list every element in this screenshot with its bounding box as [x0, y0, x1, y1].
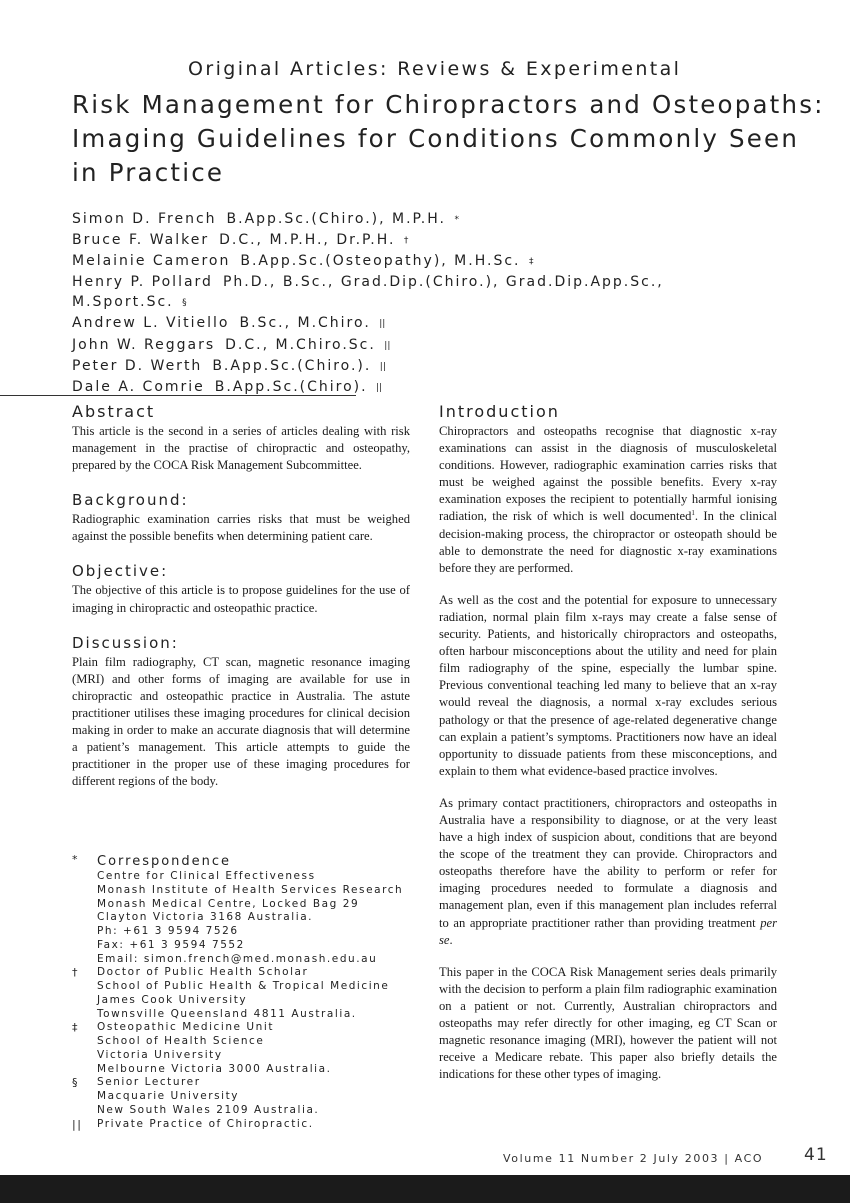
introduction-heading: Introduction: [439, 402, 560, 421]
affiliation-mark: ‡: [528, 257, 534, 268]
note-symbol: ||: [72, 1117, 83, 1131]
author: [72, 272, 772, 292]
title-line: Imaging Guidelines for Conditions Commonly Seen: [72, 124, 800, 153]
note-symbol: *: [72, 853, 80, 866]
note-line: Macquarie University: [97, 1090, 240, 1102]
affiliation-mark: *: [454, 215, 459, 225]
discussion-text: Plain film radiography, CT scan, magnetic resonance imaging (MRI) and other forms of imaging are available for use in chiropractic and osteopathic practice in Australia. The astute practitioner utilises these imaging procedures for clinical decision making in order to make an accurate diagnosis that will determine a patient’s management. This article attempts to guide the practitioner in the proper use of these imaging procedures for different regions of the body.: [72, 654, 410, 789]
note-line: Centre for Clinical Effectiveness: [97, 870, 316, 882]
affiliation-mark: §: [182, 298, 187, 309]
objective-text: The objective of this article is to propose guidelines for the use of imaging in chiropractic and osteopathic practice.: [72, 583, 410, 615]
intro-paragraph: As well as the cost and the potential for exposure to unnecessary radiation, normal plain film x-rays may create a false sense of security. Patients, and historically chiropractors and osteopaths, often harbour misconceptions about the utility and need for plain film radiography of the spine, especially the lumbar spine. Previous conventional teaching led many to believe that an x-ray would reveal the diagnosis, a normal x-ray excludes serious pathology or that the presence of age-related degenerative change can explain a patient’s symptoms. Practitioners now have an ideal opportunity to dissuade patients from these misconceptions, and explain to them what evidence-based practice involves.: [439, 592, 777, 778]
note-line: School of Health Science: [97, 1035, 265, 1047]
title-line: in Practice: [72, 158, 225, 187]
affiliation-mark: ||: [384, 340, 391, 351]
affiliation-mark: ||: [376, 382, 383, 393]
spacer: [439, 780, 777, 795]
affiliation-note: [72, 1076, 432, 1117]
intro-text: .: [449, 932, 453, 947]
author-credentials: D.C., M.Chiro.Sc.: [225, 336, 376, 353]
note-line: Victoria University: [97, 1048, 223, 1061]
email-line[interactable]: Email: simon.french@med.monash.edu.au: [97, 952, 378, 965]
author-credentials: M.Sport.Sc.: [72, 294, 174, 311]
intro-text: Chiropractors and osteopaths recognise that diagnostic x-ray examinations can assist in the diagnosis of musculoskeletal conditions. However, radiographic examination carries risks that must be weighed against the possible benefits. Every x-ray examination exposes the recipient to potentially harmful ionising radiation, the risk of which is well documented: [439, 424, 777, 524]
objective-heading: Objective:: [72, 562, 169, 581]
author: [72, 209, 772, 230]
spacer: [439, 577, 777, 592]
note-line: Townsville Queensland 4811 Australia.: [97, 1007, 357, 1020]
spacer: [72, 474, 410, 491]
author-name: Dale A. Comrie: [72, 378, 205, 395]
author: [72, 251, 772, 272]
note-line: James Cook University: [97, 993, 248, 1006]
intro-paragraph: [439, 423, 777, 577]
note-line: Monash Institute of Health Services Research: [97, 883, 404, 896]
abstract-column: [72, 402, 410, 790]
author-name: Andrew L. Vitiello: [72, 315, 230, 332]
intro-text: As primary contact practitioners, chiropractors and osteopaths in Australia have a responsibility to diagnose, or at the very least have a high index of suspicion about, conditions that are beyond the scope of the treatment they can provide. Chiropractors and osteopaths therefore have the ability to perform or refer for imaging procedures needed to formulate a diagnosis and management plan, even if this management plan includes referral to an appropriate practitioner rather than providing treatment: [439, 795, 777, 930]
correspondence-notes: [72, 853, 432, 1131]
affiliation-mark: †: [403, 236, 409, 247]
author-continued: [72, 292, 772, 313]
correspondence-title: Correspondence: [97, 854, 232, 869]
author: [72, 313, 772, 334]
note-line: Senior Lecturer: [97, 1076, 201, 1089]
author-name: Simon D. French: [72, 211, 217, 227]
note-symbol: §: [72, 1076, 80, 1090]
title-line: Risk Management for Chiropractors and Osteopaths:: [72, 90, 825, 119]
intro-paragraph: This paper in the COCA Risk Management series deals primarily with the decision to perform a plain film radiographic examination on a patient or not. Currently, Australian chiropractors and osteopaths may refer directly for other imaging, eg CT Scan or magnetic resonance imaging (MRI), however the patient will not receive a Medicare rebate. This paper also briefly details the indications for these other types of imaging.: [439, 964, 777, 1082]
author-name: John W. Reggars: [72, 336, 216, 353]
note-line: Melbourne Victoria 3000 Australia.: [97, 1062, 332, 1075]
discussion-heading: Discussion:: [72, 633, 179, 652]
note-symbol: ‡: [72, 1021, 80, 1035]
author-list: [72, 209, 772, 398]
note-line: Monash Medical Centre, Locked Bag 29: [97, 897, 360, 910]
author-credentials: B.Sc., M.Chiro.: [239, 315, 371, 332]
article-title: [72, 88, 832, 190]
author-credentials: B.App.Sc.(Chiro.), M.P.H.: [226, 211, 446, 227]
introduction-column: [439, 402, 777, 1083]
author-name: Bruce F. Walker: [72, 232, 210, 249]
page-number: 41: [804, 1145, 828, 1165]
note-line: Clayton Victoria 3168 Australia.: [97, 911, 314, 924]
spacer: [72, 545, 410, 562]
author-credentials: B.App.Sc.(Chiro).: [214, 378, 368, 395]
affiliation-mark: ||: [379, 361, 386, 372]
author-name: Peter D. Werth: [72, 357, 203, 374]
spacer: [439, 949, 777, 964]
reference-marker: 1: [691, 509, 695, 518]
background-heading: Background:: [72, 491, 189, 510]
intro-italic: per se: [439, 915, 777, 947]
bottom-band: [0, 1175, 850, 1203]
affiliation-note: [72, 853, 432, 966]
author: [72, 356, 772, 377]
note-line: Ph: +61 3 9594 7526: [97, 925, 239, 937]
author-credentials: D.C., M.P.H., Dr.P.H.: [219, 232, 396, 249]
note-line: School of Public Health & Tropical Medicine: [97, 980, 390, 992]
abstract-text: This article is the second in a series of articles dealing with risk management in the practise of chiropractic and osteopathy, prepared by the COCA Risk Management Subcommittee.: [72, 424, 410, 473]
author-credentials: Ph.D., B.Sc., Grad.Dip.(Chiro.), Grad.Dip.App.Sc.,: [222, 274, 664, 291]
affiliation-note: [72, 966, 432, 1021]
note-symbol: †: [72, 966, 80, 980]
section-label: Original Articles: Reviews & Experimental: [188, 58, 682, 80]
author-name: Melainie Cameron: [72, 253, 231, 270]
affiliation-mark: ||: [379, 319, 386, 330]
journal-footer: Volume 11 Number 2 July 2003 | ACO: [503, 1152, 764, 1165]
divider-rule: [0, 395, 356, 396]
note-line: Osteopathic Medicine Unit: [97, 1021, 275, 1034]
author: [72, 230, 772, 251]
affiliation-note: [72, 1021, 432, 1076]
author-credentials: B.App.Sc.(Chiro.).: [212, 357, 372, 374]
author-credentials: B.App.Sc.(Osteopathy), M.H.Sc.: [240, 253, 521, 270]
abstract-heading: Abstract: [72, 402, 156, 421]
note-line: Doctor of Public Health Scholar: [97, 966, 309, 979]
spacer: [72, 617, 410, 634]
background-text: Radiographic examination carries risks that must be weighed against the possible benefits when determining patient care.: [72, 512, 410, 544]
affiliation-note: [72, 1118, 432, 1132]
note-line: Private Practice of Chiropractic.: [97, 1117, 314, 1130]
note-line: New South Wales 2109 Australia.: [97, 1103, 320, 1116]
intro-paragraph: [439, 795, 777, 949]
author-name: Henry P. Pollard: [72, 274, 213, 291]
author: [72, 335, 772, 356]
note-line: Fax: +61 3 9594 7552: [97, 938, 245, 951]
intro-text: . In the clinical decision-making process, the chiropractor or osteopath should be able to demonstrate the need for diagnostic x-ray examinations before they are performed.: [439, 509, 777, 575]
